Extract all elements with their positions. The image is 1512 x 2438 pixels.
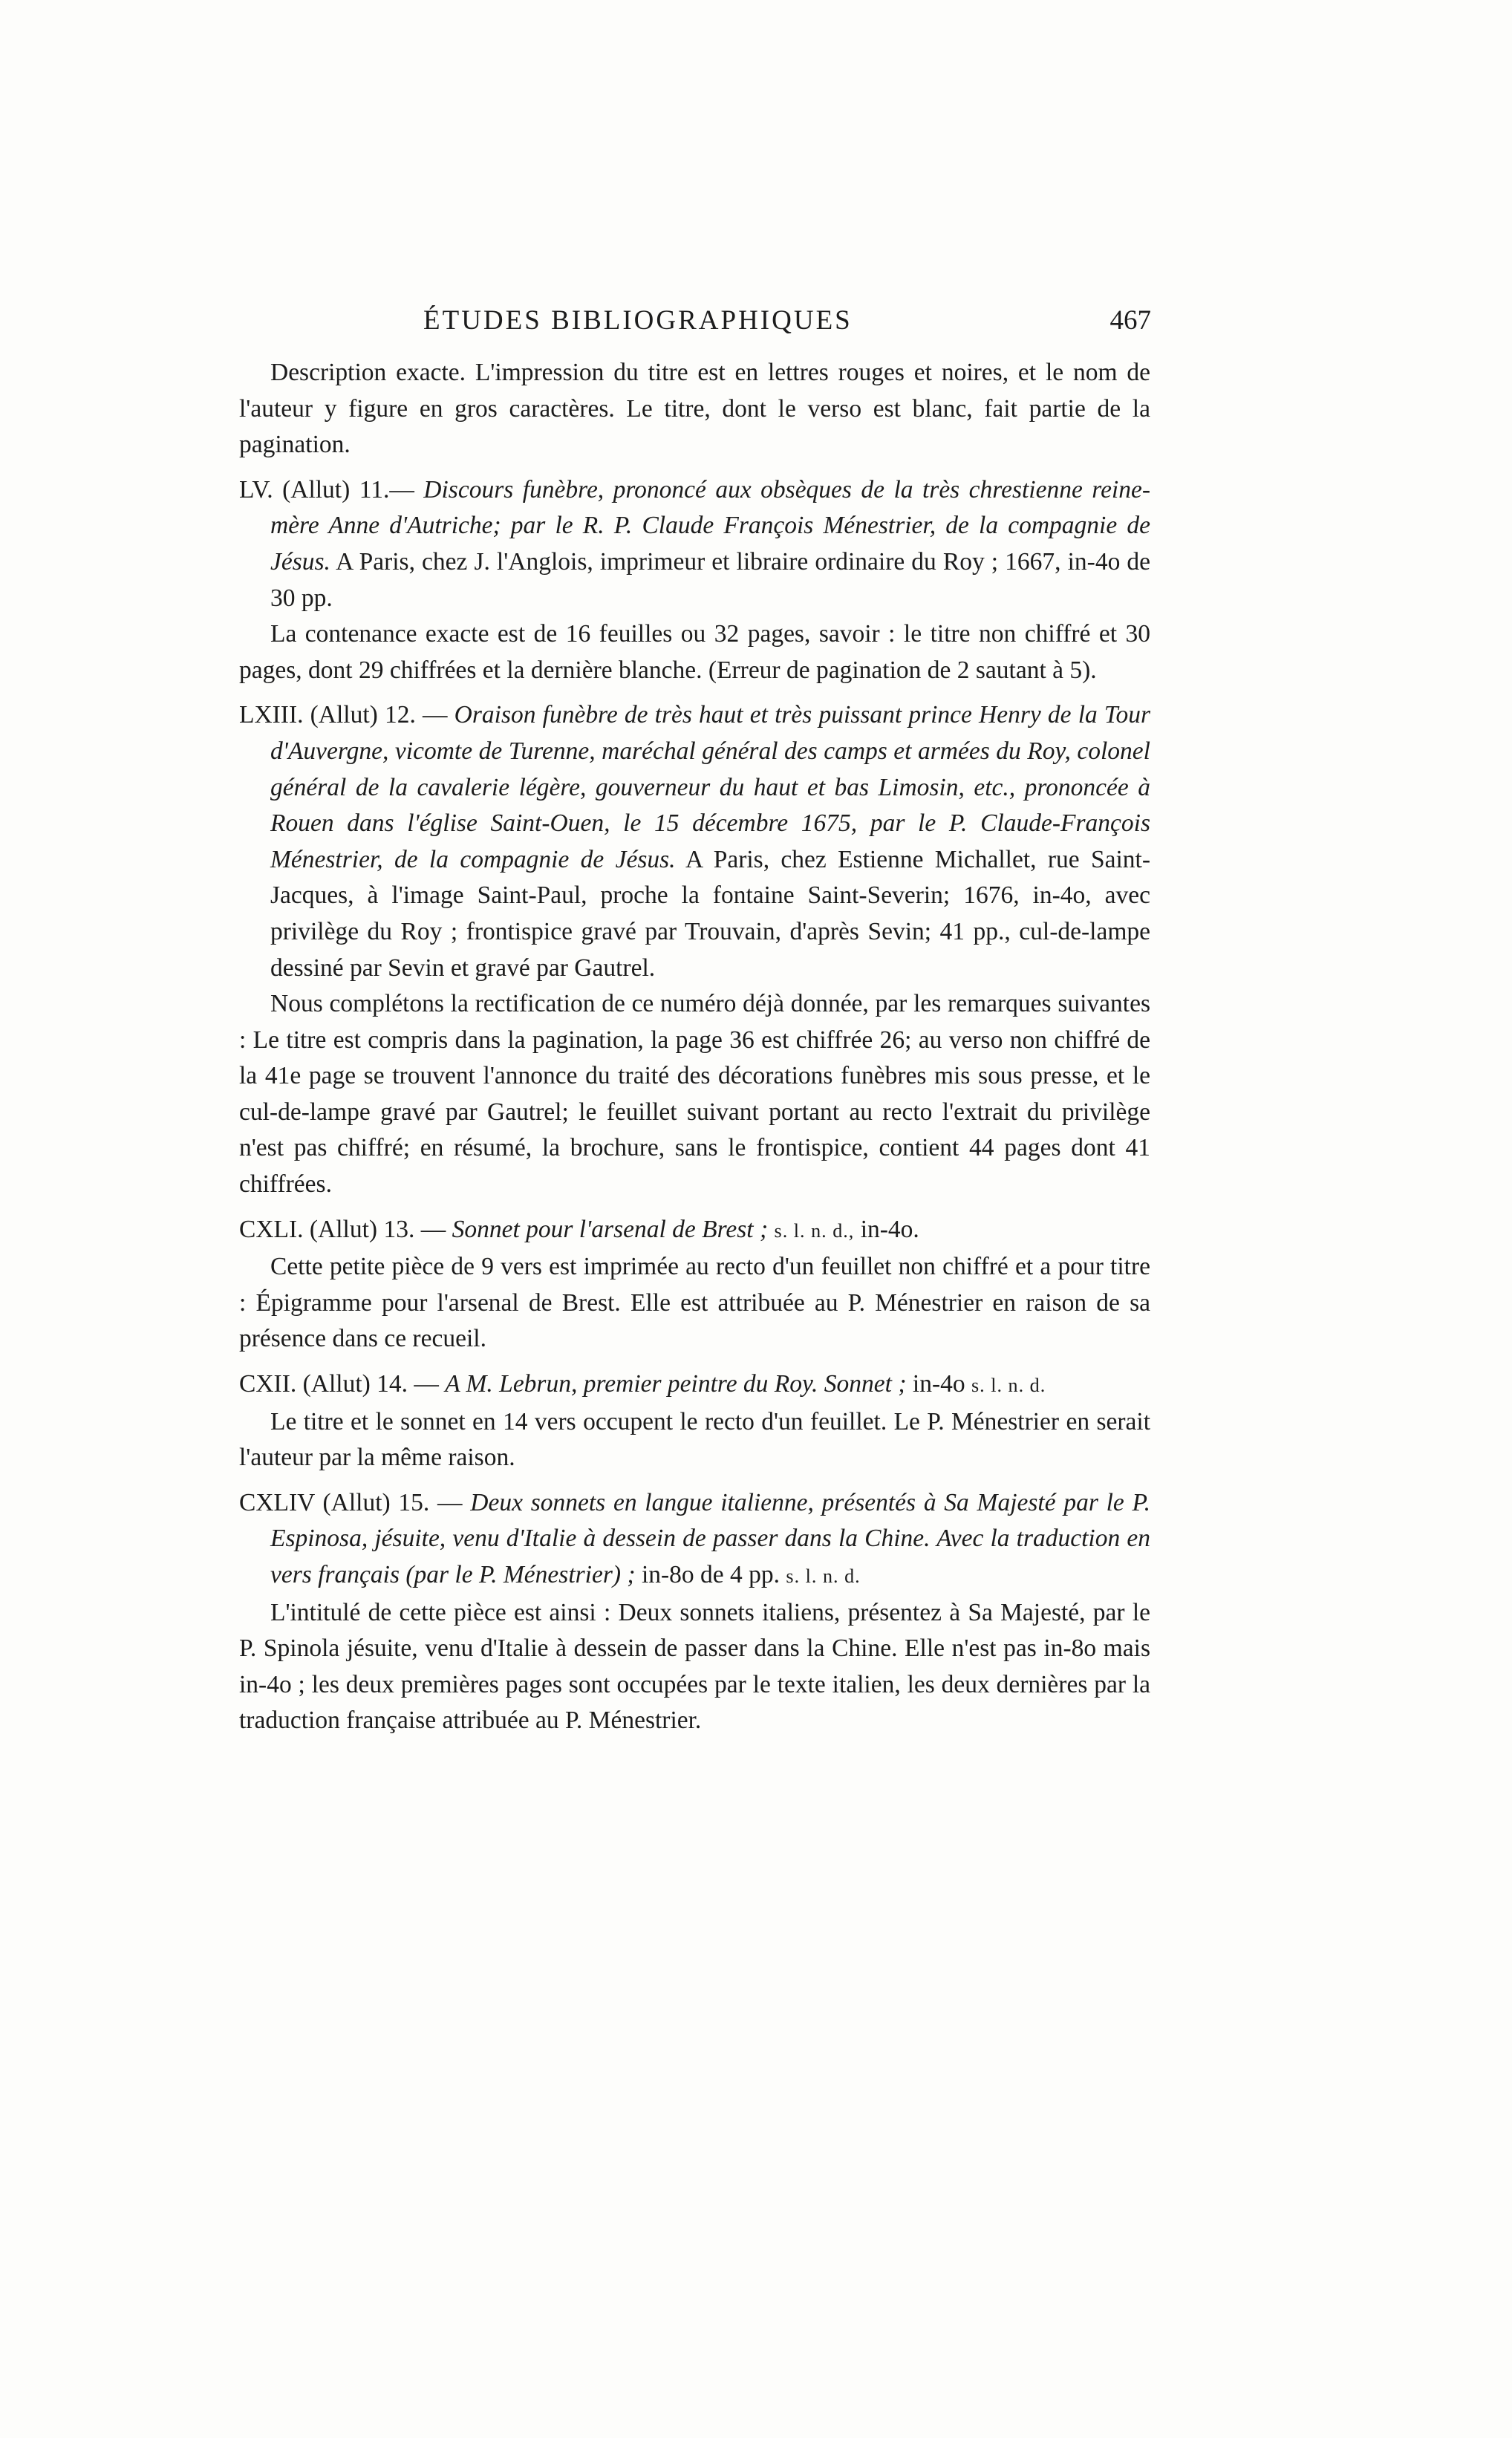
entry-dash: — xyxy=(423,701,448,729)
entry-number: LXIII. xyxy=(239,701,304,729)
page-number: 467 xyxy=(1109,305,1151,336)
entry-imprint: A Paris, chez J. l'Anglois, imprimeur et libraire ordinaire du Roy ; 1667, in-4o de 30 pp. xyxy=(270,547,1151,612)
entry-cxliv xyxy=(239,1485,1150,1595)
entry-ref: (Allut) 15. xyxy=(322,1488,430,1516)
entry-imprint-sl: s. l. n. d., xyxy=(774,1219,855,1242)
entry-note: Cette petite pièce de 9 vers est imprimée au recto d'un feuillet non chiffré et a pour titre : Épigramme pour l'arsenal de Brest. Elle est attribuée au P. Ménestrier en raison de sa présence dans ce recueil. xyxy=(239,1253,1150,1353)
entry-note: La contenance exacte est de 16 feuilles ou 32 pages, savoir : le titre non chiffré et 30 pages, dont 29 chiffrées et la dernière blanche. (Erreur de pagination de 2 sautant à 5). xyxy=(239,620,1150,684)
entry-cxli xyxy=(239,1212,1150,1250)
entry-ref: (Allut) 14. xyxy=(302,1370,408,1398)
entry-title: Sonnet pour l'arsenal de Brest ; xyxy=(452,1215,769,1243)
entry-ref: (Allut) 12. xyxy=(310,701,416,729)
entry-imprint-sl: s. l. n. d. xyxy=(786,1565,861,1587)
entry-note: L'intitulé de cette pièce est ainsi : Deux sonnets italiens, présentez à Sa Majesté, par le P. Spinola jésuite, venu d'Italie à dessein de passer dans la Chine. Elle n'est pas in-8o mais in-4o ; les deux premières pages sont occupées par le texte italien, les deux dernières par la traduction française attribuée au P. Ménestrier. xyxy=(239,1598,1150,1735)
entry-note: Nous complétons la rectification de ce numéro déjà donnée, par les remarques suivantes : Le titre est compris dans la pagination, la page 36 est chiffrée 26; au verso non chiffré de la 41e page se trouvent l'annonce du traité des décorations funèbres mis sous presse, et le cul-de-lampe gravé par Gautrel; le feuillet suivant portant au recto l'extrait du privilège n'est pas chiffré; en résumé, la brochure, sans le frontispice, contient 44 pages dont 41 chiffrées. xyxy=(239,990,1150,1199)
entry-number: CXLI. xyxy=(239,1215,304,1243)
entry-dash: — xyxy=(414,1370,439,1398)
entry-title: A M. Lebrun, premier peintre du Roy. Sonnet ; xyxy=(445,1370,907,1398)
entry-lv xyxy=(239,472,1150,616)
continuation-paragraph: Description exacte. L'impression du titre est en lettres rouges et noires, et le nom de l'auteur y figure en gros caractères. Le titre, dont le verso est blanc, fait partie de la pagination. xyxy=(239,359,1150,459)
entry-title: Oraison funèbre de très haut et très puissant prince Henry de la Tour d'Auvergne, vicomte de Turenne, maréchal général des camps et armées du Roy, colonel général de la cavalerie légère, gouverneur du haut et bas Limosin, etc., prononcée à Rouen dans l'église Saint-Ouen, le 15 décembre 1675, par le P. Claude-François Ménestrier, de la compagnie de Jésus. xyxy=(270,701,1150,873)
page-header xyxy=(423,304,1151,349)
entry-dash: — xyxy=(389,475,414,503)
entry-dash: — xyxy=(437,1488,463,1516)
entry-ref: (Allut) 13. xyxy=(309,1215,415,1243)
entry-cxii xyxy=(239,1366,1150,1404)
entry-imprint: in-8o de 4 pp. xyxy=(641,1561,781,1588)
entry-number: LV. xyxy=(239,475,273,503)
entry-imprint: in-4o xyxy=(912,1370,965,1398)
entry-note: Le titre et le sonnet en 14 vers occupent le recto d'un feuillet. Le P. Ménestrier en serait l'auteur par la même raison. xyxy=(239,1407,1150,1472)
running-title: ÉTUDES BIBLIOGRAPHIQUES xyxy=(423,305,853,336)
text-block xyxy=(239,355,1150,1739)
entry-lxiii xyxy=(239,697,1150,986)
entry-number: CXII. xyxy=(239,1370,297,1398)
entry-imprint: in-4o. xyxy=(860,1215,919,1243)
entry-title: Discours funèbre, prononcé aux obsèques de la très chrestienne reine-mère Anne d'Autriche; par le R. P. Claude François Ménestrier, de la compagnie de Jésus. xyxy=(270,475,1151,576)
entry-title: Deux sonnets en langue italienne, présentés à Sa Majesté par le P. Espinosa, jésuite, venu d'Italie à dessein de passer dans la Chine. Avec la traduction en vers français (par le P. Ménestrier) ; xyxy=(270,1488,1151,1588)
entry-number: CXLIV xyxy=(239,1488,315,1516)
entry-dash: — xyxy=(420,1215,446,1243)
entry-imprint: A Paris, chez Estienne Michallet, rue Saint-Jacques, à l'image Saint-Paul, proche la fontaine Saint-Severin; 1676, in-4o, avec privilège du Roy ; frontispice gravé par Trouvain, d'après Sevin; 41 pp., cul-de-lampe dessiné par Sevin et gravé par Gautrel. xyxy=(270,845,1150,982)
entry-imprint-sl: s. l. n. d. xyxy=(971,1375,1046,1397)
entry-ref: (Allut) 11. xyxy=(282,475,390,503)
